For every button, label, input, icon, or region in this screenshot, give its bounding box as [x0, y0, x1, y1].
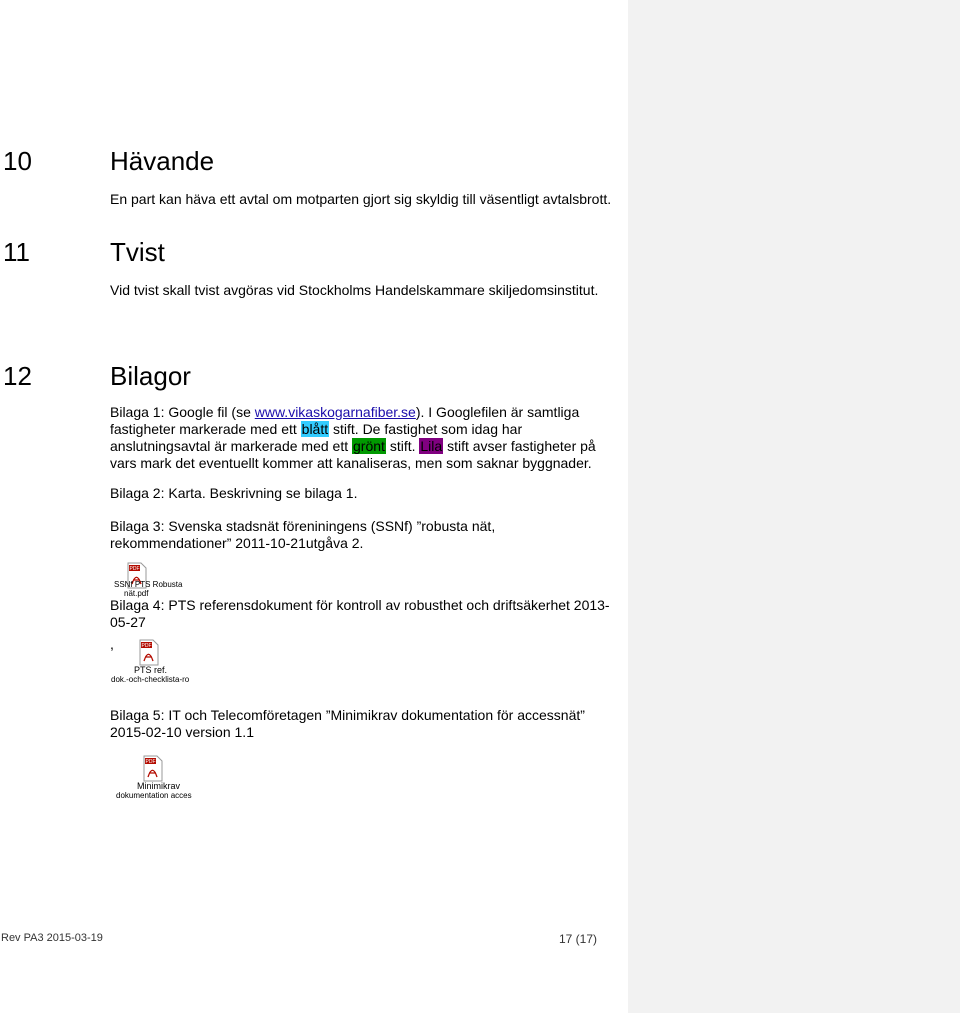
attachment-pts-ref[interactable]	[110, 640, 190, 686]
attachment-minimikrav[interactable]	[115, 756, 195, 802]
bilaga1-line4: vars mark det eventuellt kommer att kanaliseras, men som saknar byggnader.	[110, 455, 592, 471]
attachment1-label: SSNf PTS Robusta	[114, 580, 183, 589]
bilaga1-line2b: stift. De fastighet som idag har	[329, 421, 523, 437]
bilaga3-paragraph	[110, 518, 495, 552]
bilaga5-line1: Bilaga 5: IT och Telecomföretagen ”Minimikrav dokumentation för accessnät”	[110, 707, 585, 723]
right-margin-panel	[628, 0, 960, 1013]
bilaga3-line2: rekommendationer” 2011-10-21utgåva 2.	[110, 535, 364, 551]
section-number-11: 11	[3, 237, 30, 267]
footer-revision: Rev PA3 2015-03-19	[1, 932, 103, 944]
lila-highlight: Lila	[420, 438, 443, 454]
attachment3-label: Minimikrav	[137, 781, 181, 791]
bilaga3-line1: Bilaga 3: Svenska stadsnät föreniningens (SSNf) ”robusta nät,	[110, 518, 496, 534]
bilaga1-line3a: anslutningsavtal är markerade med ett	[110, 438, 353, 454]
bilaga1-line3b: stift.	[385, 438, 420, 454]
attachment-ssnf-robusta[interactable]	[112, 563, 183, 598]
svg-text:PDF: PDF	[141, 643, 152, 649]
pdf-file-icon	[138, 640, 160, 666]
attachment3-label2: dokumentation acces	[116, 791, 192, 800]
section-title-bilagor: Bilagor	[110, 361, 191, 391]
bilaga1-text-pre: Bilaga 1: Google fil (se	[110, 404, 255, 420]
bilaga1-text-post: ). I Googlefilen är samtliga	[415, 404, 580, 420]
bilaga1-line2a: fastigheter markerade med ett	[110, 421, 301, 437]
section-text-tvist: Vid tvist skall tvist avgöras vid Stockholms Handelskammare skiljedomsinstitut.	[110, 282, 599, 298]
vikaskogarnafiber-link[interactable]: www.vikaskogarnafiber.se	[254, 404, 416, 420]
svg-text:PDF: PDF	[145, 759, 156, 765]
attachment2-label: PTS ref.	[134, 665, 168, 675]
footer-page-number: 17 (17)	[559, 932, 598, 946]
bilaga1-line3c: stift avser fastigheter på	[443, 438, 596, 454]
bilaga4-line1: Bilaga 4: PTS referensdokument för kontroll av robusthet och driftsäkerhet 2013-	[110, 597, 610, 613]
bilaga1-paragraph	[110, 404, 625, 472]
section-number-10: 10	[3, 146, 32, 176]
blue-highlight: blått	[301, 421, 329, 437]
green-highlight: grönt	[353, 438, 385, 454]
section-text-havande: En part kan häva ett avtal om motparten gjort sig skyldig till väsentligt avtalsbrott.	[110, 191, 612, 207]
section-number-12: 12	[3, 361, 32, 391]
bilaga4-line2: 05-27	[110, 614, 146, 630]
bilaga4-comma: ,	[110, 636, 114, 652]
bilaga5-line2: 2015-02-10 version 1.1	[110, 724, 254, 740]
bilaga4-paragraph	[110, 597, 610, 631]
pdf-file-icon	[142, 756, 164, 782]
section-title-havande: Hävande	[110, 146, 215, 176]
section-title-tvist: Tvist	[110, 237, 165, 267]
attachment2-label2: dok.-och-checklista-ro	[111, 675, 190, 684]
bilaga5-paragraph	[110, 707, 585, 741]
bilaga2-text: Bilaga 2: Karta. Beskrivning se bilaga 1.	[110, 485, 358, 501]
attachment1-label2: nät.pdf	[124, 589, 149, 598]
svg-text:PDF: PDF	[129, 566, 140, 572]
